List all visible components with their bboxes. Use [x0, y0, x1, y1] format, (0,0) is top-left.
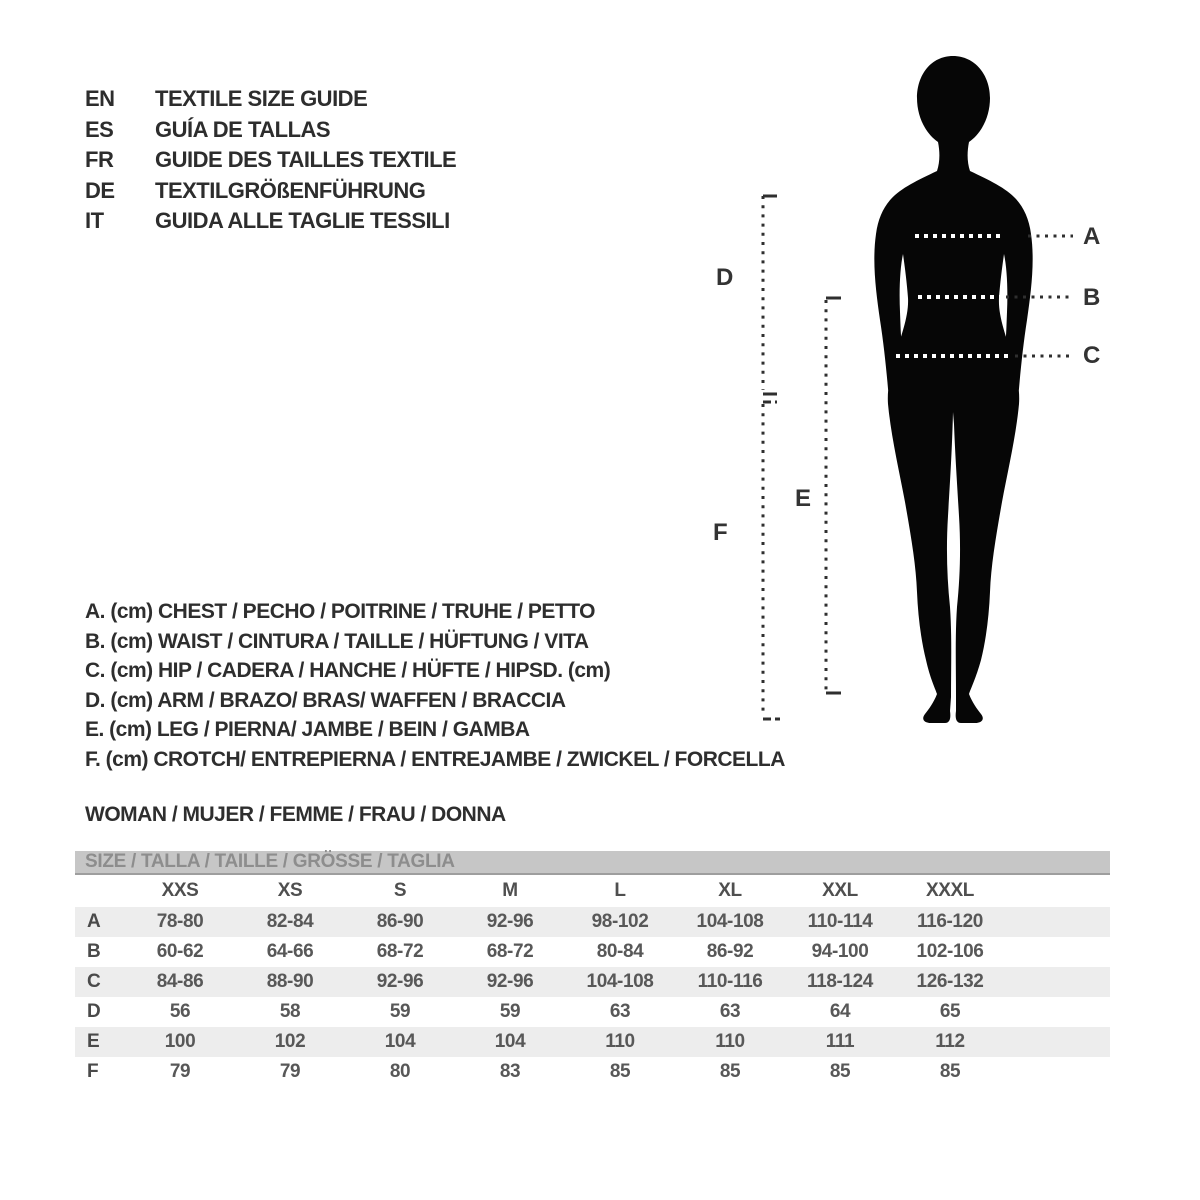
table-cell: 104 [384, 1031, 416, 1052]
row-label: B [87, 941, 101, 962]
column-header-xxs: XXS [161, 880, 199, 901]
table-cell: 56 [169, 1001, 191, 1022]
table-cell: 104 [494, 1031, 526, 1052]
column-header-xl: XL [718, 880, 742, 901]
woman-silhouette [874, 56, 1032, 723]
table-cell: 64-66 [266, 941, 314, 962]
table-cell: 80-84 [596, 941, 644, 962]
figure-label-e: E [795, 485, 812, 512]
table-cell: 60-62 [156, 941, 204, 962]
table-row-c [75, 967, 1110, 997]
table-cell: 83 [499, 1061, 521, 1082]
column-header-s: S [393, 880, 407, 901]
table-cell: 104-108 [696, 911, 764, 932]
table-cell: 110-114 [807, 911, 873, 932]
table-row-f [75, 1057, 1110, 1087]
table-row-d [75, 997, 1110, 1027]
figure-label-f: F [713, 519, 728, 546]
measure-line-e [826, 298, 841, 693]
column-header-m: M [502, 880, 518, 901]
table-cell: 92-96 [486, 971, 534, 992]
table-cell: 118-124 [807, 971, 873, 992]
table-row-b [75, 937, 1110, 967]
header-spacer [75, 875, 125, 907]
measure-def-arm: D. (cm) ARM / BRAZO/ BRAS/ WAFFEN / BRACCIA [85, 688, 566, 712]
table-cell: 68-72 [486, 941, 534, 962]
table-cell: 104-108 [586, 971, 654, 992]
language-code: EN [85, 86, 115, 112]
guide-title-en: TEXTILE SIZE GUIDE [155, 86, 368, 112]
guide-title-es: GUÍA DE TALLAS [155, 116, 331, 142]
table-cell: 79 [169, 1061, 191, 1082]
figure-label-b: B [1083, 284, 1101, 311]
table-cell: 86-92 [706, 941, 754, 962]
table-cell: 102-106 [916, 941, 984, 962]
table-cell: 63 [609, 1001, 631, 1022]
figure-label-a: A [1083, 223, 1101, 250]
table-row-a [75, 907, 1110, 937]
column-header-xxl: XXL [822, 880, 858, 901]
row-label: A [87, 911, 101, 932]
guide-title-de: TEXTILGRÖßENFÜHRUNG [155, 177, 426, 203]
table-cell: 79 [279, 1061, 301, 1082]
column-header-xxxl: XXXL [925, 880, 975, 901]
language-code: ES [85, 116, 114, 142]
guide-title-fr: GUIDE DES TAILLES TEXTILE [155, 147, 457, 173]
section-title-woman: WOMAN / MUJER / FEMME / FRAU / DONNA [85, 803, 506, 826]
table-cell: 85 [719, 1061, 741, 1082]
language-code: IT [85, 208, 104, 234]
table-cell: 85 [829, 1061, 851, 1082]
size-table-body [75, 907, 1110, 1087]
row-label: C [87, 971, 101, 992]
table-cell: 126-132 [916, 971, 984, 992]
column-header-xs: XS [277, 880, 303, 901]
table-cell: 110-116 [697, 971, 763, 992]
table-cell: 110 [715, 1031, 745, 1052]
row-label: E [87, 1031, 100, 1052]
table-cell: 68-72 [376, 941, 424, 962]
guide-title-it: GUIDA ALLE TAGLIE TESSILI [155, 208, 450, 234]
table-cell: 112 [935, 1031, 965, 1052]
table-cell: 78-80 [156, 911, 204, 932]
table-cell: 111 [825, 1031, 855, 1052]
language-code: FR [85, 147, 114, 173]
size-table [75, 851, 1110, 1087]
size-table-header-band: SIZE / TALLA / TAILLE / GRÖSSE / TAGLIA [75, 851, 1110, 875]
table-cell: 59 [389, 1001, 411, 1022]
figure-label-c: C [1083, 342, 1101, 369]
table-cell: 64 [829, 1001, 851, 1022]
table-row-e [75, 1027, 1110, 1057]
language-code: DE [85, 177, 115, 203]
table-cell: 84-86 [156, 971, 204, 992]
measure-def-leg: E. (cm) LEG / PIERNA/ JAMBE / BEIN / GAMBA [85, 718, 530, 742]
table-cell: 88-90 [266, 971, 314, 992]
table-cell: 110 [605, 1031, 635, 1052]
measure-def-crotch: F. (cm) CROTCH/ ENTREPIERNA / ENTREJAMBE / ZWICKEL / FORCELLA [85, 747, 785, 771]
row-label: D [87, 1001, 101, 1022]
table-cell: 82-84 [266, 911, 314, 932]
table-cell: 85 [609, 1061, 631, 1082]
table-cell: 59 [499, 1001, 521, 1022]
table-cell: 92-96 [486, 911, 534, 932]
table-cell: 58 [279, 1001, 301, 1022]
table-cell: 100 [164, 1031, 196, 1052]
table-cell: 65 [939, 1001, 961, 1022]
table-cell: 98-102 [591, 911, 649, 932]
column-header-l: L [614, 880, 626, 901]
table-cell: 92-96 [376, 971, 424, 992]
size-table-column-headers [75, 875, 1110, 907]
measure-def-waist: B. (cm) WAIST / CINTURA / TAILLE / HÜFTUNG / VITA [85, 629, 589, 653]
table-cell: 94-100 [811, 941, 869, 962]
measurement-definitions [85, 597, 785, 775]
measure-def-hip: C. (cm) HIP / CADERA / HANCHE / HÜFTE / HIPSD. (cm) [85, 659, 611, 683]
measure-def-chest: A. (cm) CHEST / PECHO / POITRINE / TRUHE / PETTO [85, 600, 596, 623]
table-cell: 116-120 [917, 911, 983, 932]
measure-line-d [763, 196, 777, 394]
table-cell: 63 [719, 1001, 741, 1022]
row-label: F [87, 1061, 99, 1082]
figure-label-d: D [716, 264, 734, 291]
table-cell: 80 [389, 1061, 411, 1082]
table-cell: 85 [939, 1061, 961, 1082]
table-cell: 86-90 [376, 911, 424, 932]
table-cell: 102 [274, 1031, 306, 1052]
